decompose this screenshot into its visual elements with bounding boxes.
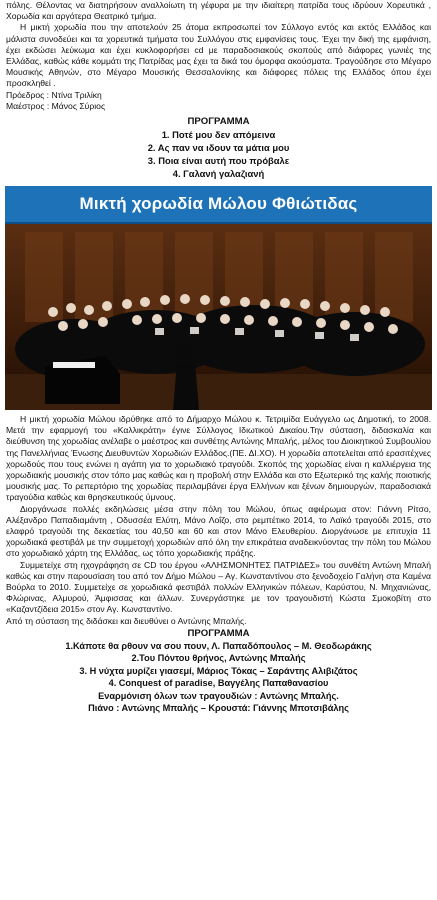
banner-title: Μικτή χορωδία Μώλου Φθιώτιδας bbox=[79, 194, 358, 214]
body-paragraph-1: Η μικτή χορωδία Μώλου ιδρύθηκε από το Δήμαρχο Μώλου κ. Τετριμίδα Ευάγγελο ως Δημοτική, το 2008. Μετά την εφαρμογή του «Καλλικράτη» έγινε Σύλλογος Ιδιωτικού Δικαίου.Την σύσταση, διδασκαλία και διεύθυνση της χορωδίας ανέλαβε ο μαέστρος και συνθέτης Αντώνης Μπαλής, μέλος του Διοικητικού Συμβουλίου της Πανελλήνιας Ένωσης Διευθυντών Χορωδιών Ελλάδος.(ΠΕ. ΔΙ.ΧΟ). Η χορωδία αποτελείται από ερασιτέχνες χορωδούς που τους ενώνει η αγάπη για το χορωδιακό τραγούδι. Σκοπός της χορωδίας είναι η καλλιέργεια της χορωδιακής μουσικής στον τόπο μας καθώς και η προβολή στην Ελλάδα και στο Εξωτερικό της καλής ποιοτικής μουσικής μας. Το ρεπερτόριο της χορωδίας περιλαμβάνει έργα Ελλήνων και ξένων δημιουργών, παραδοσιακά τραγούδια καθώς και θρησκευτικούς ύμνους. bbox=[6, 414, 431, 503]
program-item: 2.Του Πόντου θρήνος, Αντώνης Μπαλής bbox=[131, 653, 306, 664]
body-paragraph-2: Διοργάνωσε πολλές εκδηλώσεις μέσα στην πόλη του Μώλου, όπως αφιέρωμα στον: Γιάννη Ρίτσο, Αλέξανδρο Παπαδιαμάντη , Οδυσσέα Ελύτη, Μάνο Λοΐζο, στο ρεμπέτικο 2014, το Λαϊκό τραγούδι 2015, στο ελαφρό τραγούδι της δεκαετίας του 40,50 και 60 και στον Μάνο Ελευθερίου. Διοργάνωσε με επιτυχία 11 χορωδιακά φεστιβάλ με την συμμετοχή χορωδιών από όλη την επικράτεια αναδεικνύοντας την πόλη του Μώλου στο χορωδιακό χάρτη της Ελλάδας, ως τόπο χορωδιακής πράξης. bbox=[6, 503, 431, 559]
choir-photo bbox=[5, 224, 432, 410]
program-item: 3. Η νύχτα μυρίζει γιασεμί, Μάριος Τόκας – Σαράντης Αλιβιζάτος bbox=[79, 665, 358, 676]
body-paragraph-4: Από τη σύσταση της διδάσκει και διευθύνει ο Αντώνης Μπαλής. bbox=[6, 615, 247, 626]
choir-photo-illustration bbox=[5, 224, 432, 410]
maestro-line: Μαέστρος : Μάνος Σύριος bbox=[6, 100, 106, 111]
program-item: 1. Ποτέ μου δεν απόμεινα bbox=[161, 129, 276, 141]
choir-title-banner bbox=[5, 186, 432, 224]
program-item: 4. Conquest of paradise, Βαγγέλης Παπαθανασίου bbox=[108, 678, 329, 689]
program-item: 2. Ας παν να ιδουν τα μάτια μου bbox=[147, 142, 290, 154]
program-heading: ΠΡΟΓΡΑΜΜΑ bbox=[187, 116, 250, 128]
program-section-2 bbox=[0, 628, 437, 714]
program-section-1 bbox=[0, 116, 437, 180]
president-line: Πρόεδρος : Ντίνα Τριλίκη bbox=[6, 89, 102, 100]
program-item: 4. Γαλανή γαλαζιανή bbox=[172, 168, 265, 180]
body-text bbox=[0, 414, 437, 627]
body-paragraph-3: Συμμετείχε στη ηχογράφηση σε CD του έργου «ΑΛΗΣΜΟΝΗΤΕΣ ΠΑΤΡΙΔΕΣ» του συνθέτη Αντώνη Μπαλή καθώς και στην παρουσίαση του από τον Δήμο Μώλου – Αγ. Κωνσταντίνου στο ξενοδοχείο Γαλήνη στα Καμένα Βούρλα το 2010. Συμμετείχε σε χορωδιακά φεστιβάλ πολλών Ελληνικών πόλεων, Καρύστου, Ν. Μηχανιώνας, Φλώρινας, Αλμυρού, Άμφισσας και άλλων. Συνεργάστηκε με τον τραγουδιστή Κώστα Σμοκοβίτη στο «Καζαντζίδεια 2015» στον Αγ. Κωνσταντίνο. bbox=[6, 559, 431, 615]
intro-opening-text: πόλης. Θέλοντας να διατηρήσουν αναλλοίωτη τη γέφυρα με την ιδιαίτερη πατρίδα τους ιδρύουν Χορευτικά , Χορωδία και αργότερα Θεατρικό τμήμα. bbox=[6, 0, 431, 22]
intro-paragraph: Η μικτή χορωδία που την αποτελούν 25 άτομα εκπροσωπεί τον Σύλλογο εντός και εκτός Ελλάδος και μάλιστα συνοδεύει και τα χορευτικά τμήματα του Συλλόγου στις εμφανίσεις τους. Έχει την δική της εμφάνιση, έχει εκδώσει λεύκωμα και έχει κυκλοφορήσει cd με παραδοσιακούς σκοπούς από διάφορες γωνιές της Ελλάδας, καθώς κάθε κομμάτι της Πατρίδας μας έχει τα δικά του όμορφα ακούσματα. Τραγούδησε στο Μέγαρο Μουσικής Αθηνών, στο Μέγαρο Μουσικής Θεσσαλονίκης και διάφορες πόλεις της Ελλάδος όπου έχει προσκληθεί . bbox=[6, 22, 431, 89]
program-item: Εναρμόνιση όλων των τραγουδιών : Αντώνης Μπαλής. bbox=[98, 690, 339, 701]
program-item: 1.Κάποτε θα ρθουν να σου πουν, Λ. Παπαδόπουλος – Μ. Θεοδωράκης bbox=[65, 640, 372, 651]
program-item: 3. Ποια είναι αυτή που πρόβαλε bbox=[147, 155, 290, 167]
program-heading: ΠΡΟΓΡΑΜΜΑ bbox=[187, 627, 250, 639]
program-item: Πιάνο : Αντώνης Μπαλής – Κρουστά: Γιάννης Μποτσιβάλης bbox=[88, 702, 349, 713]
